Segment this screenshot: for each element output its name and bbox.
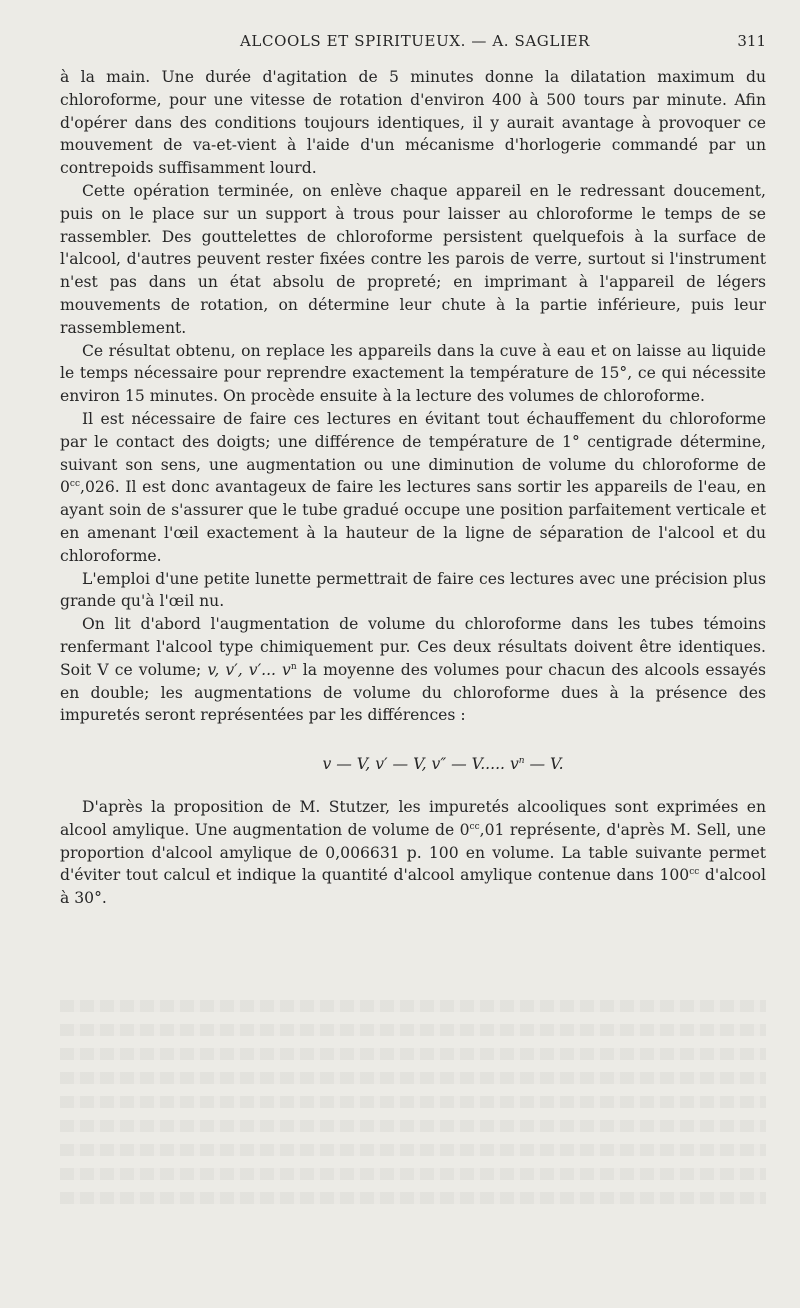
paragraph: Ce résultat obtenu, on replace les appareils dans la cuve à eau et on laisse au liquide le temps nécessaire pour reprendre exactement la température de 15°, ce qui nécessite environ 15 minutes. On procède ensuite à la lecture des volumes de chloroforme. — [60, 341, 766, 406]
bleed-through-line — [60, 1144, 766, 1156]
bleed-through-line — [60, 1000, 766, 1012]
bleed-through-line — [60, 1192, 766, 1204]
exponent-superscript: n — [290, 661, 297, 672]
bleed-through-line — [60, 1048, 766, 1060]
unit-superscript: cc — [469, 821, 480, 832]
unit-superscript: cc — [69, 479, 81, 490]
paragraph: à la main. Une durée d'agitation de 5 minutes donne la dilatation maximum du chloroforme, pour une vitesse de rotation d'environ 400 à 500 tours par minute. Afin d'opérer dans des conditions toujours identiques, il y aurait avantage à provoquer ce mouvement de va-et-vient à l'aide d'un mécanisme d'horlogerie commandé par un contrepoids suffisamment lourd. — [60, 68, 766, 178]
paragraph — [60, 408, 766, 568]
paragraph: L'emploi d'une petite lunette permettrait de faire ces lectures avec une précision plus grande qu'à l'œil nu. — [60, 569, 766, 611]
formula — [60, 753, 766, 776]
text-span: D'après la proposition de M. Stutzer, les impuretés alcooliques sont exprimées en alcool amylique. Une augmentation de volume de 0 — [60, 797, 766, 839]
text-span: la moyenne des volumes pour chacun des alcools essayés en double; les augmentations de volume du chloroforme dues à la présence des impuretés seront représentées par les différences : — [60, 660, 766, 725]
bleed-through-line — [60, 1096, 766, 1108]
running-header — [60, 32, 766, 56]
bleed-through-line — [60, 1120, 766, 1132]
formula-tail: — V. — [524, 755, 564, 774]
text-span: ,026. Il est donc avantageux de faire les lectures sans sortir les appareils de l'eau, en ayant soin de s'assurer que le tube gradué occupe une position parfaitement verticale et en amenant l'œil exactement à la hauteur de la ligne de séparation de l'alcool et du chloroforme. — [60, 478, 766, 565]
paragraph — [60, 613, 766, 727]
body-text — [60, 66, 766, 910]
text-span: Il est nécessaire de faire ces lectures en évitant tout échauffement du chloroforme par le contact des doigts; une différence de température de 1° centigrade détermine, suivant son sens, une augmentation ou une diminution de volume du chloroforme de 0 — [60, 409, 766, 497]
bleed-through-line — [60, 1024, 766, 1036]
running-title: ALCOOLS ET SPIRITUEUX. — A. SAGLIER — [240, 32, 590, 50]
formula-main: v — V, v′ — V, v″ — V..... v — [322, 755, 519, 774]
text-span: ,01 représente, d'après M. Sell, une proportion d'alcool amylique de 0,006631 p. 100 en volume. La table suivante permet d'éviter tout calcul et indique la quantité d'alcool amylique contenue dans 100 — [60, 820, 766, 885]
text-span: d'alcool à 30°. — [60, 866, 766, 908]
formula-superscript: n — [518, 755, 525, 766]
paragraph: Cette opération terminée, on enlève chaque appareil en le redressant doucement, puis on le place sur un support à trous pour laisser au chloroforme le temps de se rassembler. Des gouttelettes de chloroforme persistent quelquefois à la surface de l'alcool, d'autres peuvent rester fixées contre les parois de verre, surtout si l'instrument n'est pas dans un état absolu de propreté; en imprimant à l'appareil de légers mouvements de rotation, on détermine leur chute à la partie inférieure, puis leur rassemblement. — [60, 181, 766, 337]
variable-list: v, v′, v′... v — [207, 660, 291, 679]
paragraph — [60, 796, 766, 910]
unit-superscript: cc — [689, 867, 700, 878]
bleed-through-line — [60, 1072, 766, 1084]
bleed-through-line — [60, 1168, 766, 1180]
page-number: 311 — [737, 32, 766, 50]
text-span: On lit d'abord l'augmentation de volume du chloroforme dans les tubes témoins renfermant l'alcool type chimiquement pur. Ces deux résultats doivent être identiques. Soit V ce volume; — [60, 615, 766, 679]
